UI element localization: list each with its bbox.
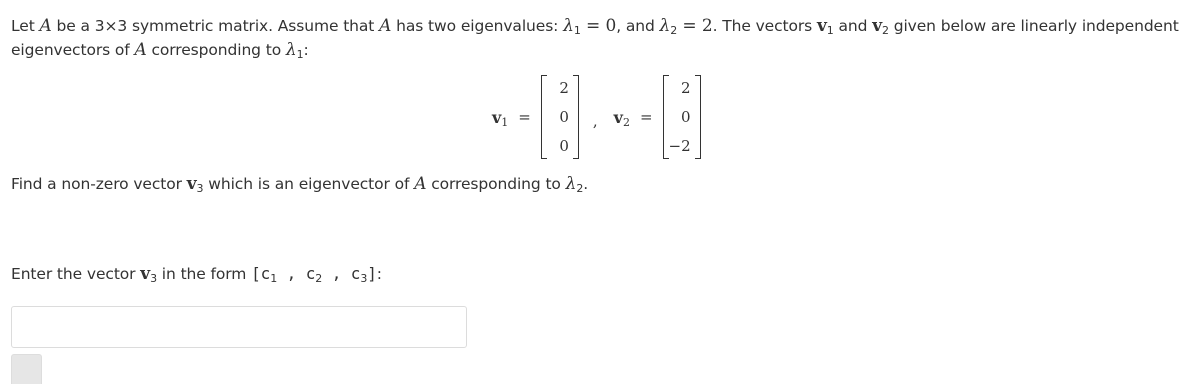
- vector-symbol: v: [140, 264, 151, 284]
- lambda-subscript: 1: [573, 24, 581, 37]
- form-subscript: 1: [270, 272, 278, 285]
- vector-symbol: v: [613, 107, 623, 127]
- form-component: c: [260, 264, 271, 283]
- vector-entry: 0: [559, 108, 569, 126]
- intro-text: be a 3×3 symmetric matrix. Assume that: [51, 17, 380, 35]
- intro-text: corresponding to: [146, 41, 286, 59]
- instruction-part: in the form: [156, 265, 252, 283]
- form-comma: ,: [277, 264, 306, 283]
- form-subscript: 3: [360, 272, 368, 285]
- question-part: which is an eigenvector of: [203, 175, 415, 193]
- vector-separator: ,: [592, 112, 598, 130]
- vector-symbol: v: [492, 107, 502, 127]
- intro-text: eigenvectors of: [11, 41, 135, 59]
- vector-entry: 2: [559, 79, 569, 97]
- form-bracket: [: [251, 264, 261, 283]
- instruction-part: Enter the vector: [11, 265, 141, 283]
- equals-sign: =: [518, 108, 531, 126]
- form-comma: ,: [322, 264, 351, 283]
- vector-symbol: v: [816, 16, 827, 36]
- intro-text: . The vectors: [712, 17, 817, 35]
- matrix-symbol: A: [39, 16, 52, 36]
- lambda-symbol: λ: [285, 40, 297, 60]
- vector-entry: 0: [559, 137, 569, 155]
- question-part: Find a non-zero vector: [11, 175, 187, 193]
- vector-subscript: 1: [501, 115, 509, 129]
- submit-button[interactable]: [11, 354, 42, 384]
- lambda-subscript: 1: [296, 48, 304, 61]
- vector-subscript: 2: [881, 24, 889, 37]
- vector-entry: 2: [680, 79, 691, 97]
- intro-text: , and: [616, 17, 660, 35]
- vector-subscript: 3: [196, 182, 204, 195]
- matrix-symbol: A: [134, 40, 147, 60]
- vector-name: [614, 108, 630, 127]
- form-bracket: ]: [367, 264, 377, 283]
- intro-text: Let: [11, 17, 40, 35]
- lambda-symbol: λ: [565, 174, 577, 194]
- intro-line-1: [11, 14, 1179, 38]
- vector-subscript: 1: [826, 24, 834, 37]
- lambda-subscript: 2: [576, 182, 584, 195]
- lambda-value: = 0: [580, 16, 617, 36]
- form-component: c: [305, 264, 316, 283]
- vector-symbol: v: [186, 174, 197, 194]
- lambda-subscript: 2: [670, 24, 678, 37]
- v1-column-vector: [541, 75, 579, 159]
- answer-instructions: [11, 262, 382, 286]
- vector-entry: 0: [680, 108, 691, 126]
- intro-line-2: [11, 38, 309, 62]
- equals-sign: =: [639, 108, 653, 126]
- question-part: corresponding to: [426, 175, 566, 193]
- vector-subscript: 3: [150, 272, 157, 285]
- intro-text: given below are linearly independent: [888, 17, 1179, 35]
- vector-name: [492, 108, 508, 127]
- form-component: c: [350, 264, 361, 283]
- question-part: .: [583, 175, 589, 193]
- instruction-part: :: [376, 265, 382, 283]
- right-bracket: [695, 75, 701, 159]
- lambda-symbol: λ: [563, 16, 574, 36]
- answer-input[interactable]: [11, 306, 467, 348]
- vector-symbol: v: [872, 16, 882, 36]
- matrix-symbol: A: [414, 174, 427, 194]
- intro-text: :: [303, 41, 309, 59]
- intro-text: and: [833, 17, 873, 35]
- vector-subscript: 2: [622, 115, 630, 129]
- lambda-value: = 2: [677, 16, 713, 36]
- vector-display: [492, 75, 701, 159]
- form-subscript: 2: [315, 272, 323, 285]
- question-text: [11, 172, 588, 196]
- vector-entry: −2: [668, 137, 691, 155]
- v2-label: [614, 108, 653, 127]
- lambda-symbol: λ: [659, 16, 671, 36]
- right-bracket: [573, 75, 579, 159]
- v1-label: [492, 108, 531, 127]
- v2-column-vector: [663, 75, 701, 159]
- matrix-symbol: A: [379, 16, 392, 36]
- intro-text: has two eigenvalues:: [391, 17, 564, 35]
